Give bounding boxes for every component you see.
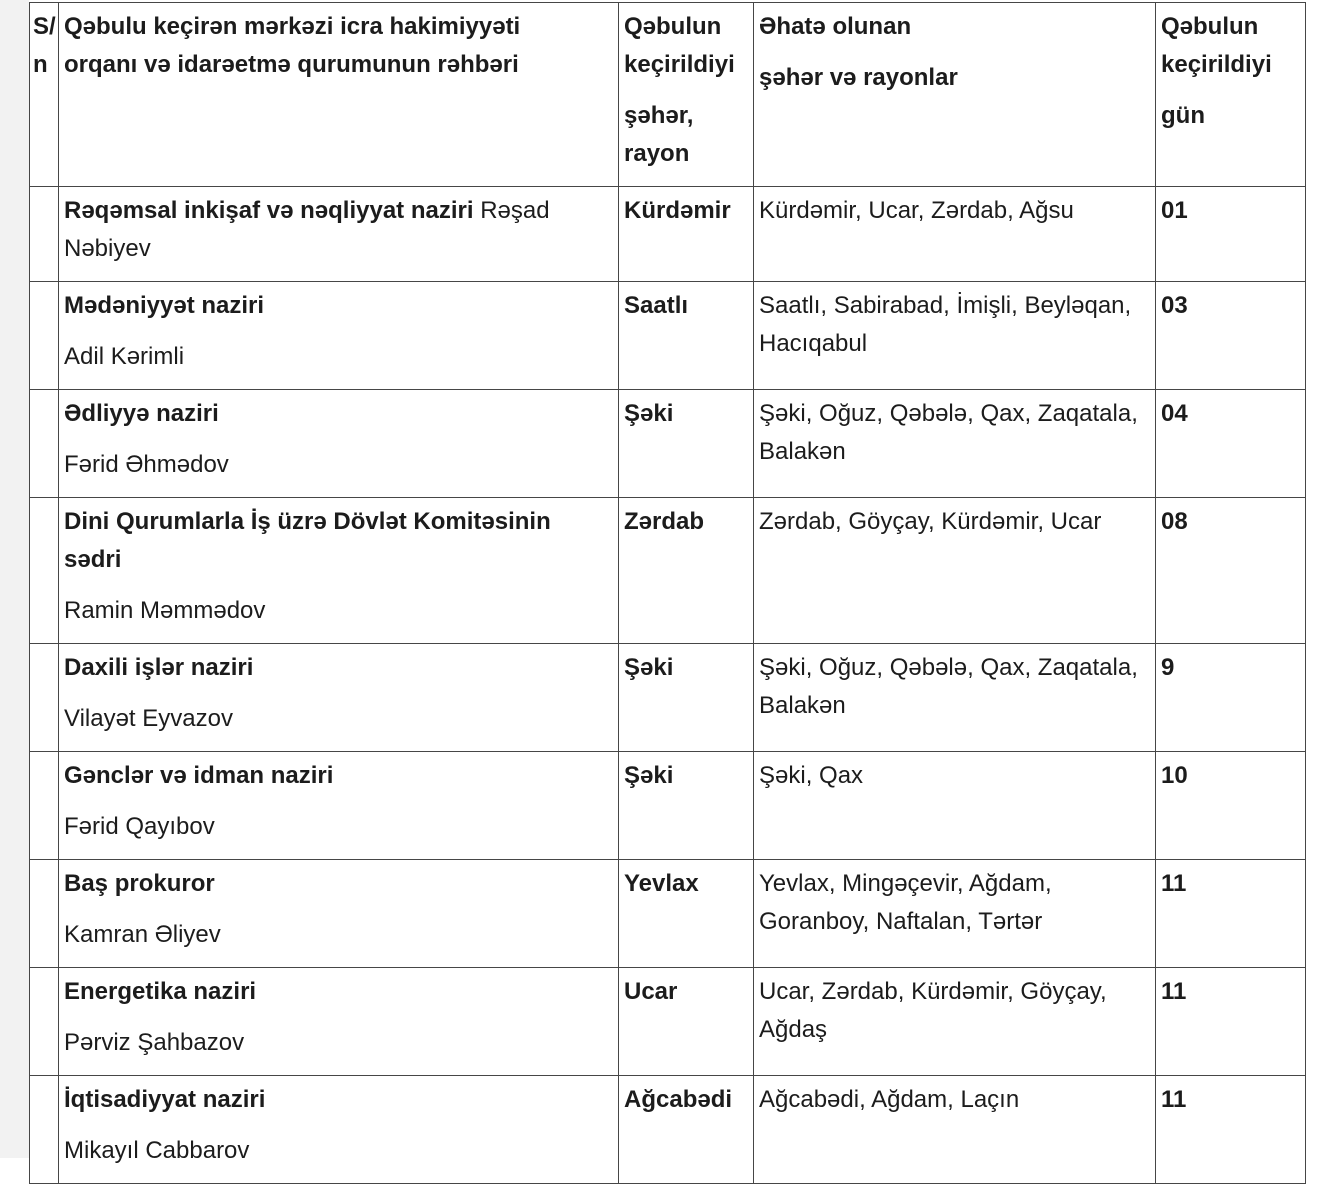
minister-name: Fərid Əhmədov <box>64 451 229 478</box>
minister-title: Energetika naziri <box>64 978 257 1005</box>
table-body <box>30 187 1306 1184</box>
header-row <box>30 3 1306 187</box>
table-row <box>30 752 1306 860</box>
minister-title: Gənclər və idman naziri <box>64 762 334 789</box>
minister-title: İqtisadiyyat naziri <box>64 1086 266 1113</box>
cell-day: 08 <box>1156 498 1306 644</box>
cell-day: 11 <box>1156 968 1306 1076</box>
col-header-authority: Qəbulu keçirən mərkəzi icra hakimiyyəti orqanı və idarəetmə qurumunun rəhbəri <box>59 3 619 187</box>
minister-title: Ədliyyə naziri <box>64 400 219 427</box>
cell-sn <box>30 390 59 498</box>
cell-covered: Ağcabədi, Ağdam, Laçın <box>754 1076 1156 1184</box>
minister-name: Mikayıl Cabbarov <box>64 1137 250 1164</box>
cell-sn <box>30 282 59 390</box>
cell-city: Şəki <box>619 644 754 752</box>
minister-name: Ramin Məmmədov <box>64 597 266 624</box>
cell-covered: Şəki, Qax <box>754 752 1156 860</box>
minister-name: Pərviz Şahbazov <box>64 1029 245 1056</box>
table-row <box>30 860 1306 968</box>
minister-name: Adil Kərimli <box>64 343 185 370</box>
page-left-gutter <box>0 0 29 1158</box>
cell-sn <box>30 1076 59 1184</box>
cell-city: Yevlax <box>619 860 754 968</box>
col-header-covered-line1: Əhatə olunan <box>759 13 912 40</box>
col-header-city <box>619 3 754 187</box>
cell-authority <box>59 187 619 282</box>
cell-authority <box>59 644 619 752</box>
cell-authority <box>59 390 619 498</box>
cell-day: 10 <box>1156 752 1306 860</box>
cell-day: 9 <box>1156 644 1306 752</box>
col-header-day <box>1156 3 1306 187</box>
cell-covered: Ucar, Zərdab, Kürdəmir, Göyçay, Ağdaş <box>754 968 1156 1076</box>
cell-sn <box>30 860 59 968</box>
cell-city: Kürdəmir <box>619 187 754 282</box>
cell-day: 01 <box>1156 187 1306 282</box>
cell-authority <box>59 752 619 860</box>
minister-name: Fərid Qayıbov <box>64 813 215 840</box>
cell-sn <box>30 498 59 644</box>
minister-title: Rəqəmsal inkişaf və nəqliyyat naziri <box>64 197 474 224</box>
cell-covered: Yevlax, Mingəçevir, Ağdam, Goranboy, Naftalan, Tərtər <box>754 860 1156 968</box>
cell-authority <box>59 860 619 968</box>
col-header-covered-line2: şəhər və rayonlar <box>759 64 958 91</box>
minister-name: Rəşad Nəbiyev <box>64 197 550 262</box>
minister-title: Mədəniyyət naziri <box>64 292 265 319</box>
col-header-city-line1: Qəbulun keçirildiyi <box>624 13 735 78</box>
cell-city: Ağcabədi <box>619 1076 754 1184</box>
table-row <box>30 390 1306 498</box>
minister-name: Kamran Əliyev <box>64 921 221 948</box>
cell-day: 11 <box>1156 1076 1306 1184</box>
minister-title: Daxili işlər naziri <box>64 654 254 681</box>
cell-city: Saatlı <box>619 282 754 390</box>
cell-covered: Şəki, Oğuz, Qəbələ, Qax, Zaqatala, Balakən <box>754 390 1156 498</box>
col-header-covered <box>754 3 1156 187</box>
table-row <box>30 187 1306 282</box>
table-row <box>30 1076 1306 1184</box>
reception-schedule <box>29 2 1306 1184</box>
cell-sn <box>30 187 59 282</box>
cell-authority <box>59 968 619 1076</box>
table-row <box>30 498 1306 644</box>
cell-authority <box>59 498 619 644</box>
col-header-day-line2: gün <box>1161 102 1205 129</box>
table-header <box>30 3 1306 187</box>
cell-sn <box>30 968 59 1076</box>
cell-city: Ucar <box>619 968 754 1076</box>
cell-authority <box>59 1076 619 1184</box>
col-header-city-line2: şəhər, rayon <box>624 102 694 167</box>
cell-authority <box>59 282 619 390</box>
cell-day: 04 <box>1156 390 1306 498</box>
cell-day: 03 <box>1156 282 1306 390</box>
cell-city: Şəki <box>619 752 754 860</box>
table-row <box>30 282 1306 390</box>
cell-covered: Kürdəmir, Ucar, Zərdab, Ağsu <box>754 187 1156 282</box>
minister-title: Baş prokuror <box>64 870 215 897</box>
minister-title: Dini Qurumlarla İş üzrə Dövlət Komitəsinin sədri <box>64 508 551 573</box>
cell-sn <box>30 644 59 752</box>
col-header-sn: S/n <box>30 3 59 187</box>
col-header-day-line1: Qəbulun keçirildiyi <box>1161 13 1272 78</box>
cell-covered: Saatlı, Sabirabad, İmişli, Beyləqan, Hacıqabul <box>754 282 1156 390</box>
cell-sn <box>30 752 59 860</box>
minister-name: Vilayət Eyvazov <box>64 705 233 732</box>
cell-covered: Zərdab, Göyçay, Kürdəmir, Ucar <box>754 498 1156 644</box>
reception-schedule-table <box>29 2 1306 1184</box>
table-row <box>30 644 1306 752</box>
table-row <box>30 968 1306 1076</box>
cell-covered: Şəki, Oğuz, Qəbələ, Qax, Zaqatala, Balakən <box>754 644 1156 752</box>
cell-city: Şəki <box>619 390 754 498</box>
cell-day: 11 <box>1156 860 1306 968</box>
cell-city: Zərdab <box>619 498 754 644</box>
